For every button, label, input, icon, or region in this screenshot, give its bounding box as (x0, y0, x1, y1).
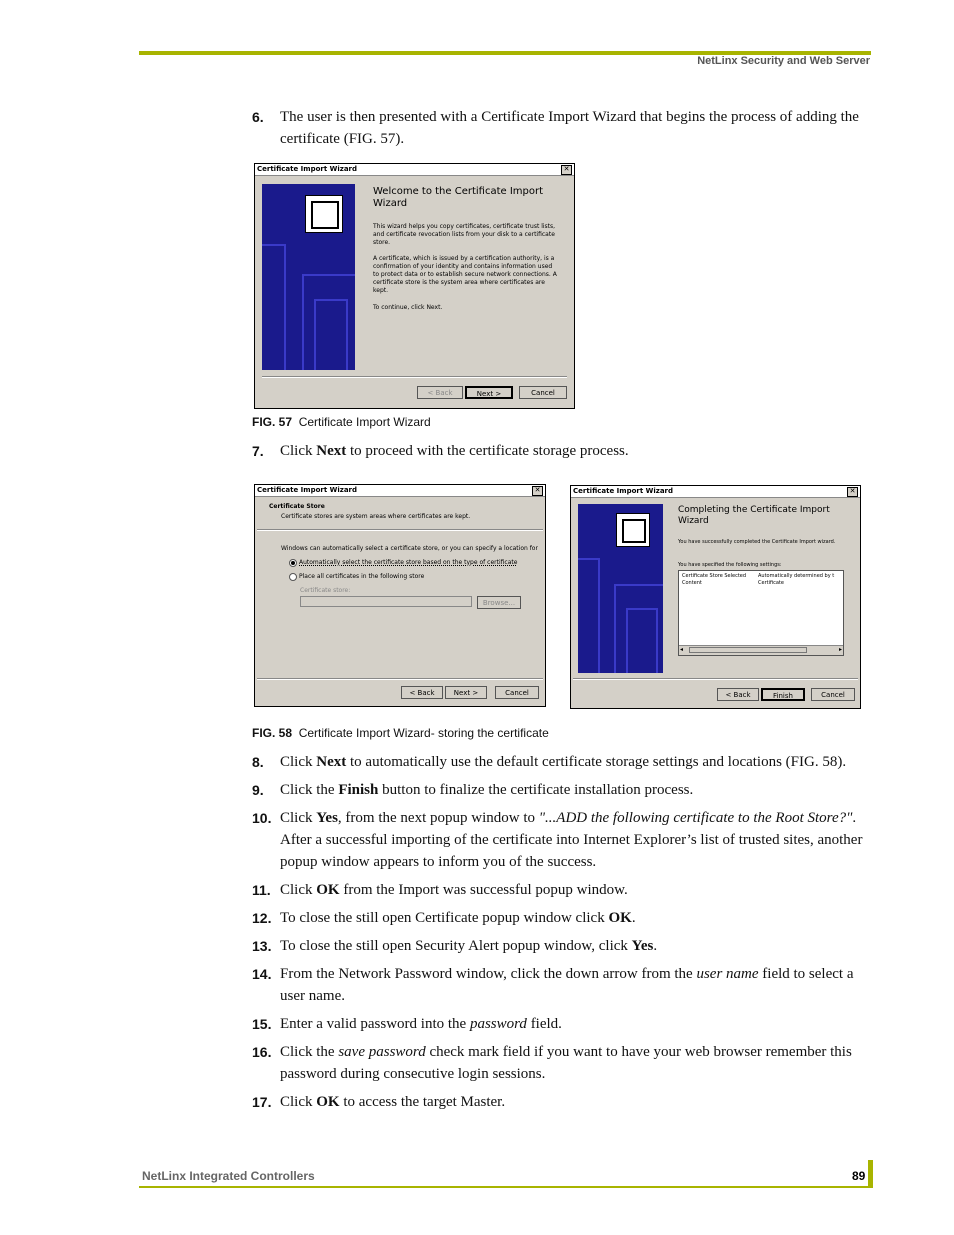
step-text: To close the still open Security Alert popup window, click Yes. (280, 938, 658, 954)
step-number: 13. (252, 938, 272, 954)
section-title: NetLinx Security and Web Server (697, 55, 870, 67)
step-7 (252, 440, 870, 462)
fig57-caption (252, 415, 431, 429)
settings-value: Certificate (758, 580, 784, 586)
dialog-title: Certificate Import Wizard (573, 487, 674, 495)
step-13 (252, 935, 870, 957)
step-number: 16. (252, 1044, 272, 1060)
certificate-icon (616, 513, 650, 547)
manual-store-label[interactable]: Place all certificates in the following store (299, 573, 425, 580)
step-15 (252, 1013, 870, 1035)
footer-title: NetLinx Integrated Controllers (142, 1169, 315, 1183)
step-6 (252, 106, 870, 150)
step-text: Enter a valid password into the password field. (280, 1016, 562, 1032)
wizard-banner (262, 184, 355, 370)
certificate-icon (305, 195, 343, 233)
auto-store-label[interactable]: Automatically select the certificate store based on the type of certificate (299, 559, 518, 566)
complete-text-1: You have successfully completed the Certificate Import wizard. (678, 539, 836, 545)
complete-text-2: You have specified the following settings: (678, 562, 782, 568)
scroll-thumb[interactable] (689, 647, 807, 653)
cancel-button[interactable]: Cancel (519, 386, 567, 399)
footer-rule (139, 1186, 872, 1188)
step-16 (252, 1041, 870, 1085)
step-17 (252, 1091, 870, 1113)
settings-list[interactable] (678, 570, 844, 656)
cancel-button[interactable]: Cancel (495, 686, 539, 699)
dialog-title: Certificate Import Wizard (257, 486, 358, 494)
step-number: 14. (252, 966, 272, 982)
store-intro: Windows can automatically select a certificate store, or you can specify a location for (281, 545, 538, 552)
step-number: 6. (252, 109, 264, 125)
wizard-complete-dialog (570, 485, 861, 709)
step-9 (252, 779, 870, 801)
wizard-text-3: To continue, click Next. (373, 304, 443, 311)
next-button[interactable]: Next > (445, 686, 487, 699)
divider (257, 678, 543, 680)
dialog-title: Certificate Import Wizard (257, 165, 358, 173)
step-text: The user is then presented with a Certificate Import Wizard that begins the process of adding the certificate (FIG. 57). (280, 109, 859, 147)
step-number: 9. (252, 782, 264, 798)
step-number: 8. (252, 754, 264, 770)
browse-button[interactable]: Browse... (477, 596, 521, 609)
step-text: Click the save password check mark field if you want to have your web browser remember this password during consecutive login sessions. (280, 1044, 852, 1082)
step-text: Click Next to proceed with the certificate storage process. (280, 443, 629, 459)
wizard-banner (578, 504, 663, 673)
store-field-label: Certificate store: (300, 587, 351, 594)
page-number: 89 (852, 1169, 866, 1183)
complete-heading: Completing the Certificate Import Wizard (678, 505, 830, 526)
close-icon[interactable]: ✕ (561, 165, 572, 175)
step-12 (252, 907, 870, 929)
step-number: 7. (252, 443, 264, 459)
store-field[interactable] (300, 596, 472, 607)
step-text: From the Network Password window, click the down arrow from the user name field to select a user name. (280, 966, 854, 1004)
back-button[interactable]: < Back (717, 688, 759, 701)
step-8 (252, 751, 870, 773)
settings-value: Automatically determined by t (758, 573, 835, 579)
fig58-caption (252, 726, 549, 740)
wizard-store-dialog (254, 484, 546, 707)
back-button[interactable]: < Back (401, 686, 443, 699)
fig-label: FIG. 57 (252, 415, 293, 429)
fig-caption-text: Certificate Import Wizard- storing the certificate (298, 726, 549, 740)
step-11 (252, 879, 870, 901)
step-text: To close the still open Certificate popup window click OK. (280, 910, 636, 926)
step-10 (252, 807, 870, 873)
divider (573, 678, 858, 680)
wizard-text-1: This wizard helps you copy certificates, certificate trust lists, and certificate revocation lists from your disk to a certificate store. (373, 223, 556, 246)
step-text: Click OK from the Import was successful popup window. (280, 882, 628, 898)
step-number: 10. (252, 810, 272, 826)
store-heading: Certificate Store (269, 503, 325, 510)
wizard-text-2: A certificate, which is issued by a certification authority, is a confirmation of your identity and contains information used to protect data or to establish secure network connections. A certificate store is the system area where certificates are kept. (373, 255, 557, 294)
step-text: Click the Finish button to finalize the certificate installation process. (280, 782, 694, 798)
settings-key: Content (682, 580, 702, 586)
close-icon[interactable]: ✕ (847, 487, 858, 497)
divider (257, 529, 543, 531)
wizard-heading: Welcome to the Certificate Import Wizard (373, 186, 544, 209)
step-text: Click OK to access the target Master. (280, 1094, 506, 1110)
cancel-button[interactable]: Cancel (811, 688, 855, 701)
dialog-title-bar (571, 486, 860, 498)
close-icon[interactable]: ✕ (532, 486, 543, 496)
next-button[interactable]: Next > (465, 386, 513, 399)
horizontal-scrollbar[interactable] (679, 645, 843, 655)
auto-store-radio[interactable] (289, 559, 297, 567)
step-number: 12. (252, 910, 272, 926)
step-14 (252, 963, 870, 1007)
step-number: 11. (252, 882, 271, 898)
dialog-title-bar (255, 485, 545, 497)
fig-caption-text: Certificate Import Wizard (298, 415, 431, 429)
back-button[interactable]: < Back (417, 386, 463, 399)
store-subtitle: Certificate stores are system areas where certificates are kept. (281, 513, 471, 520)
footer-accent (868, 1160, 873, 1188)
step-text: Click Next to automatically use the default certificate storage settings and locations (FIG. 58). (280, 754, 847, 770)
dialog-title-bar (255, 164, 574, 176)
step-text: Click Yes, from the next popup window to "...ADD the following certificate to the Root Store?". After a successful importing of the certificate into Internet Explorer’s list of trusted sites, another popup window appears to inform you of the success. (280, 810, 863, 870)
scroll-left-icon[interactable]: ◂ (680, 646, 684, 653)
finish-button[interactable]: Finish (761, 688, 805, 701)
wizard-welcome-dialog (254, 163, 575, 409)
fig-label: FIG. 58 (252, 726, 293, 740)
settings-key: Certificate Store Selected (682, 573, 747, 579)
step-number: 17. (252, 1094, 272, 1110)
scroll-right-icon[interactable]: ▸ (838, 646, 842, 653)
step-number: 15. (252, 1016, 272, 1032)
divider (262, 376, 567, 378)
manual-store-radio[interactable] (289, 573, 297, 581)
